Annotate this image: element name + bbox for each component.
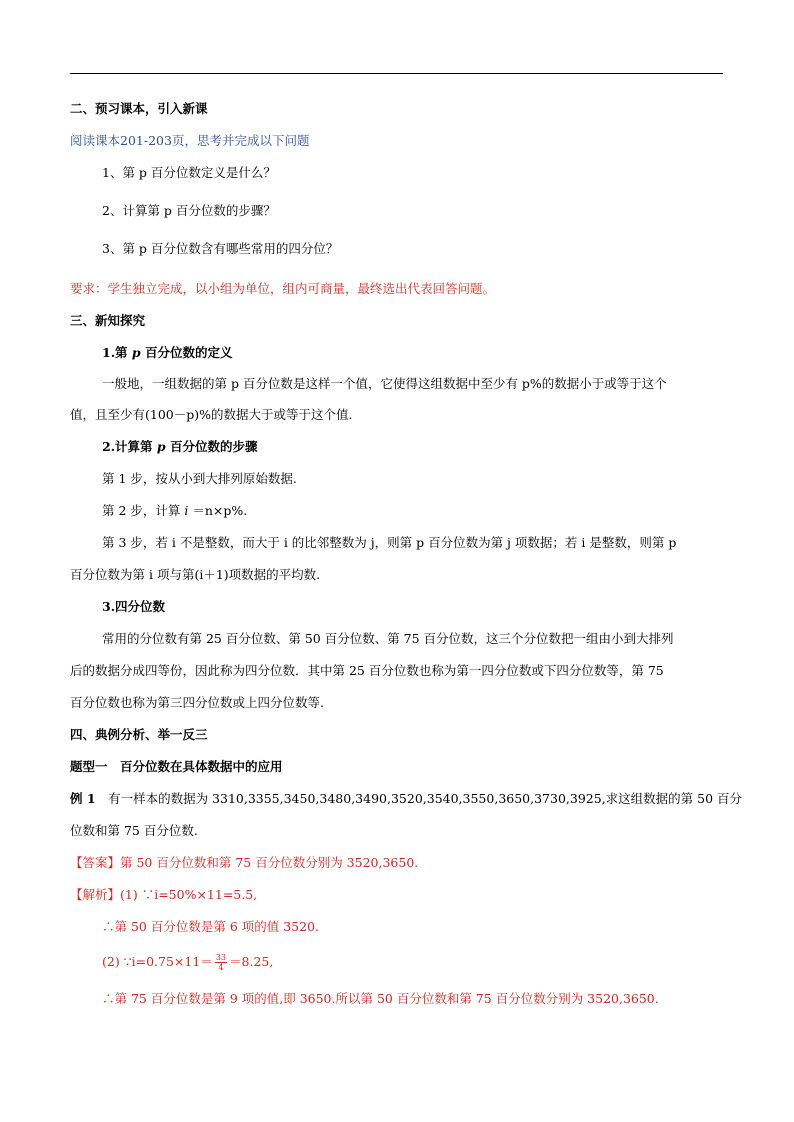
sub1-line1: 一般地，一组数据的第 p 百分位数是这样一个值，它使得这组数据中至少有 p%的数据小于或等于这个 [102, 376, 667, 391]
analysis-label: 【解析】 [70, 887, 121, 902]
header-rule [70, 73, 723, 74]
sub3-line2: 后的数据分成四等份，因此称为四分位数．其中第 25 百分位数也称为第一四分位数或下四分位数等，第 75 [70, 663, 664, 678]
analysis-line1: 【解析】(1) ∵i=50%×11=5.5, [70, 887, 258, 902]
sub1-line2: 值，且至少有(100－p)%的数据大于或等于这个值. [70, 407, 353, 422]
analysis-line3: (2) ∵i=0.75×11＝ $\frac{33}{4}$ ＝8.25, [102, 953, 274, 972]
sub3-title: 3.四分位数 [102, 599, 166, 614]
requirement-note: 要求：学生独立完成，以小组为单位，组内可商量，最终选出代表回答问题。 [70, 281, 496, 296]
section2-intro: 阅读课本201-203页，思考并完成以下问题 [70, 133, 310, 148]
analysis-line4: ∴第 75 百分位数是第 9 项的值,即 3650.所以第 50 百分位数和第 75 百分位数分别为 3520,3650. [102, 991, 659, 1006]
question-3: 3、第 p 百分位数含有哪些常用的四分位？ [102, 241, 339, 256]
sub2-step3-line2: 百分位数为第 i 项与第(i＋1)项数据的平均数. [70, 567, 321, 582]
section2-heading: 二、预习课本，引入新课 [70, 101, 208, 116]
example1-line1: 例 1 有一样本的数据为 3310,3355,3450,3480,3490,3520,3540,3550,3650,3730,3925,求这组数据的第 50 百分 [70, 791, 743, 806]
example1-line2: 位数和第 75 百分位数. [70, 823, 198, 838]
sub2-step2: 第 2 步，计算 i ＝n×p%. [102, 503, 248, 518]
sub2-step1: 第 1 步，按从小到大排列原始数据. [102, 471, 297, 486]
sub3-line3: 百分位数也称为第三四分位数或上四分位数等. [70, 695, 324, 710]
sub1-title: 1.第 p 百分位数的定义 [102, 345, 233, 360]
fraction: $\frac{33}{4}$ [215, 953, 227, 972]
question-2: 2、计算第 p 百分位数的步骤？ [102, 203, 276, 218]
example1-label: 例 1 [70, 791, 96, 806]
sub3-line1: 常用的分位数有第 25 百分位数、第 50 百分位数、第 75 百分位数，这三个分位数把一组由小到大排列 [102, 631, 674, 646]
type1-title: 题型一 百分位数在具体数据中的应用 [70, 759, 283, 774]
question-1: 1、第 p 百分位数定义是什么？ [102, 165, 276, 180]
sub2-step3-line1: 第 3 步，若 i 不是整数，而大于 i 的比邻整数为 j，则第 p 百分位数为第 j 项数据；若 i 是整数，则第 p [102, 535, 677, 550]
section4-heading: 四、典例分析、举一反三 [70, 727, 208, 742]
analysis-line2: ∴第 50 百分位数是第 6 项的值 3520. [102, 919, 320, 934]
section3-heading: 三、新知探究 [70, 313, 146, 328]
sub2-title: 2.计算第 p 百分位数的步骤 [102, 439, 258, 454]
answer-line: 【答案】第 50 百分位数和第 75 百分位数分别为 3520,3650. [70, 855, 419, 870]
